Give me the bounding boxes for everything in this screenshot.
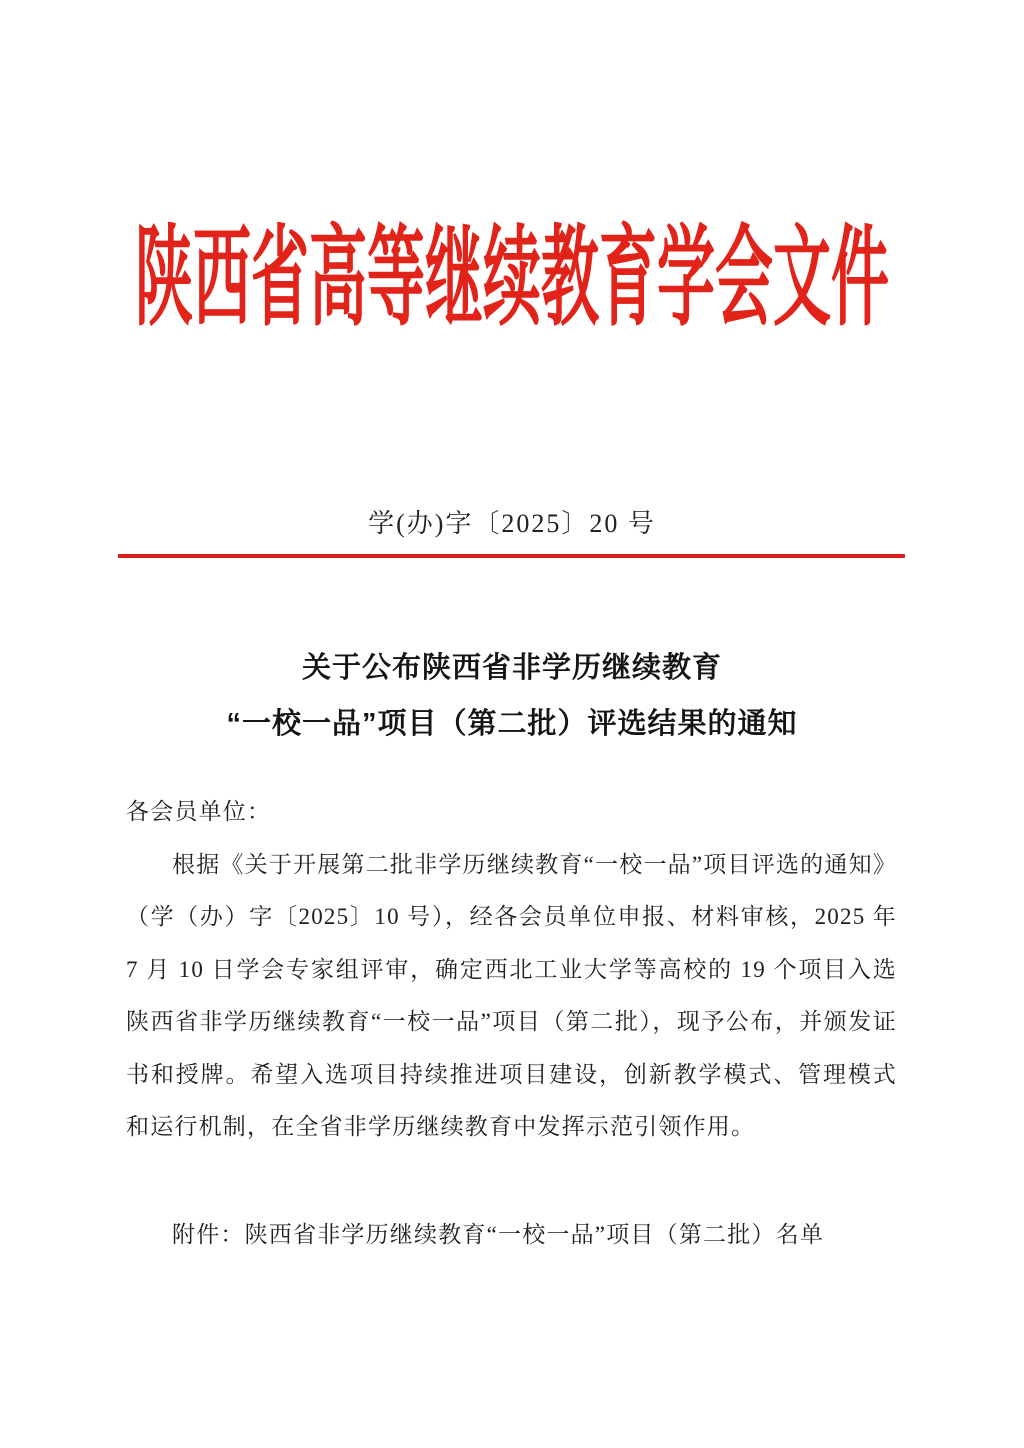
- red-divider-rule: [118, 554, 905, 558]
- notice-body: [126, 786, 897, 1261]
- letterhead-banner-title: 陕西省高等继续教育学会文件: [134, 217, 889, 340]
- notice-title-line1: 关于公布陕西省非学历继续教育: [301, 652, 722, 684]
- body-paragraph: 根据《关于开展第二批非学历继续教育“一校一品”项目评选的通知》（学（办）字〔2025〕10 号），经各会员单位申报、材料审核，2025 年 7 月 10 日学会专家组评审，确定西北工业大学等高校的 19 个项目入选陕西省非学历继续教育“一校一品”项目（第二批），现予公布，并颁发证书和授牌。希望入选项目持续推进项目建设，创新教学模式、管理模式和运行机制，在全省非学历继续教育中发挥示范引领作用。: [126, 851, 897, 1139]
- document-number: 学(办)字〔2025〕20 号: [368, 509, 656, 538]
- notice-title-line2: “一校一品”项目（第二批）评选结果的通知: [226, 708, 798, 740]
- salutation: 各会员单位：: [126, 799, 272, 824]
- attachment-line: 附件：陕西省非学历继续教育“一校一品”项目（第二批）名单: [172, 1221, 825, 1247]
- notice-title: [0, 640, 1024, 752]
- letterhead-banner: [0, 217, 1024, 340]
